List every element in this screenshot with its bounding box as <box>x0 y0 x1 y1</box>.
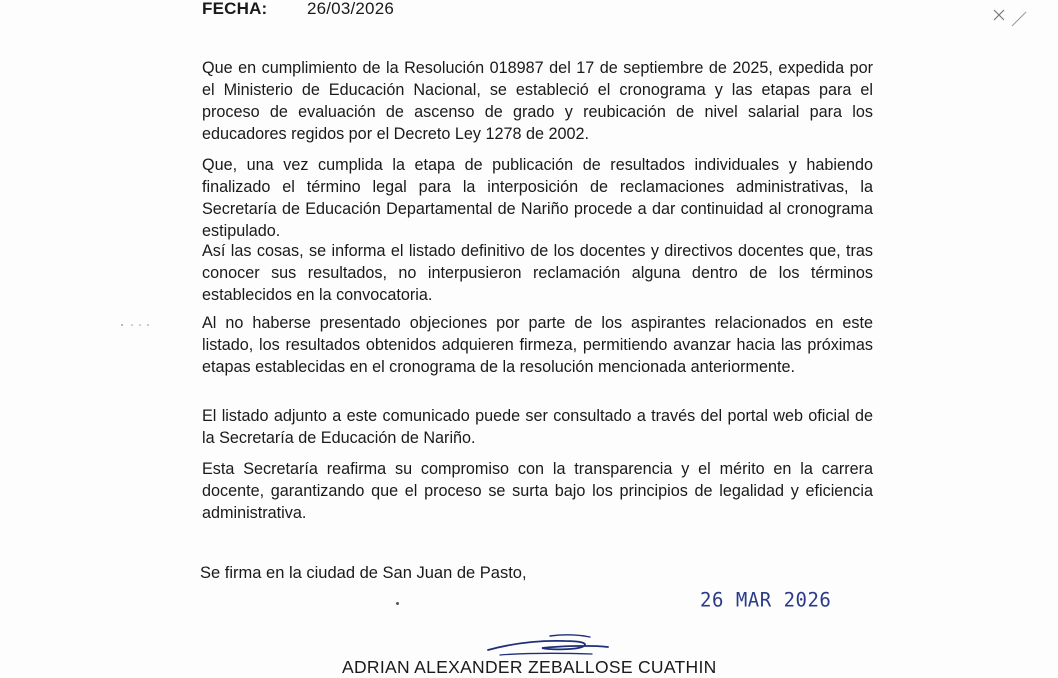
date-header <box>202 0 394 21</box>
scan-speck <box>396 602 399 605</box>
paragraph-attached-list: El listado adjunto a este comunicado puede ser consultado a través del portal web oficial de la Secretaría de Educación de Nariño. <box>202 407 873 447</box>
scan-artifact-dots <box>118 321 158 329</box>
date-stamp: 26 MAR 2026 <box>700 588 832 612</box>
closing-line: Se firma en la ciudad de San Juan de Pasto, <box>200 564 527 582</box>
paragraph-stage-completed: Que, una vez cumplida la etapa de publicación de resultados individuales y habiendo finalizado el término legal para la interposición de reclamaciones administrativas, la Secretaría de Educación Departamental de Nariño procede a dar continuidad al cronograma estipulado. <box>202 156 873 240</box>
date-value: 26/03/2026 <box>306 0 395 18</box>
signer-name: ADRIAN ALEXANDER ZEBALLOSE CUATHIN <box>342 657 717 677</box>
paragraph-no-objections: Al no haberse presentado objeciones por parte de los aspirantes relacionados en este listado, los resultados obtenidos adquieren firmeza, permitiendo avanzar hacia las próximas etapas establecidas en el cronograma de la resolución mencionada anteriormente. <box>202 314 873 376</box>
paragraph-commitment: Esta Secretaría reafirma su compromiso con la transparencia y el mérito en la carrera docente, garantizando que el proceso se surta bajo los principios de legalidad y eficiencia administrativa. <box>202 460 873 522</box>
paragraph-resolution: Que en cumplimiento de la Resolución 018987 del 17 de septiembre de 2025, expedida por el Ministerio de Educación Nacional, se estableció el cronograma y las etapas para el proceso de evaluación de ascenso de grado y reubicación de nivel salarial para los educadores regidos por el Decreto Ley 1278 de 2002. <box>202 59 873 143</box>
date-label: FECHA: <box>202 0 268 18</box>
corner-mark-icon <box>990 6 1030 30</box>
paragraph-definitive-list: Así las cosas, se informa el listado definitivo de los docentes y directivos docentes que, tras conocer sus resultados, no interpusieron reclamación alguna dentro de los términos establecidos en la convocatoria. <box>202 242 873 304</box>
